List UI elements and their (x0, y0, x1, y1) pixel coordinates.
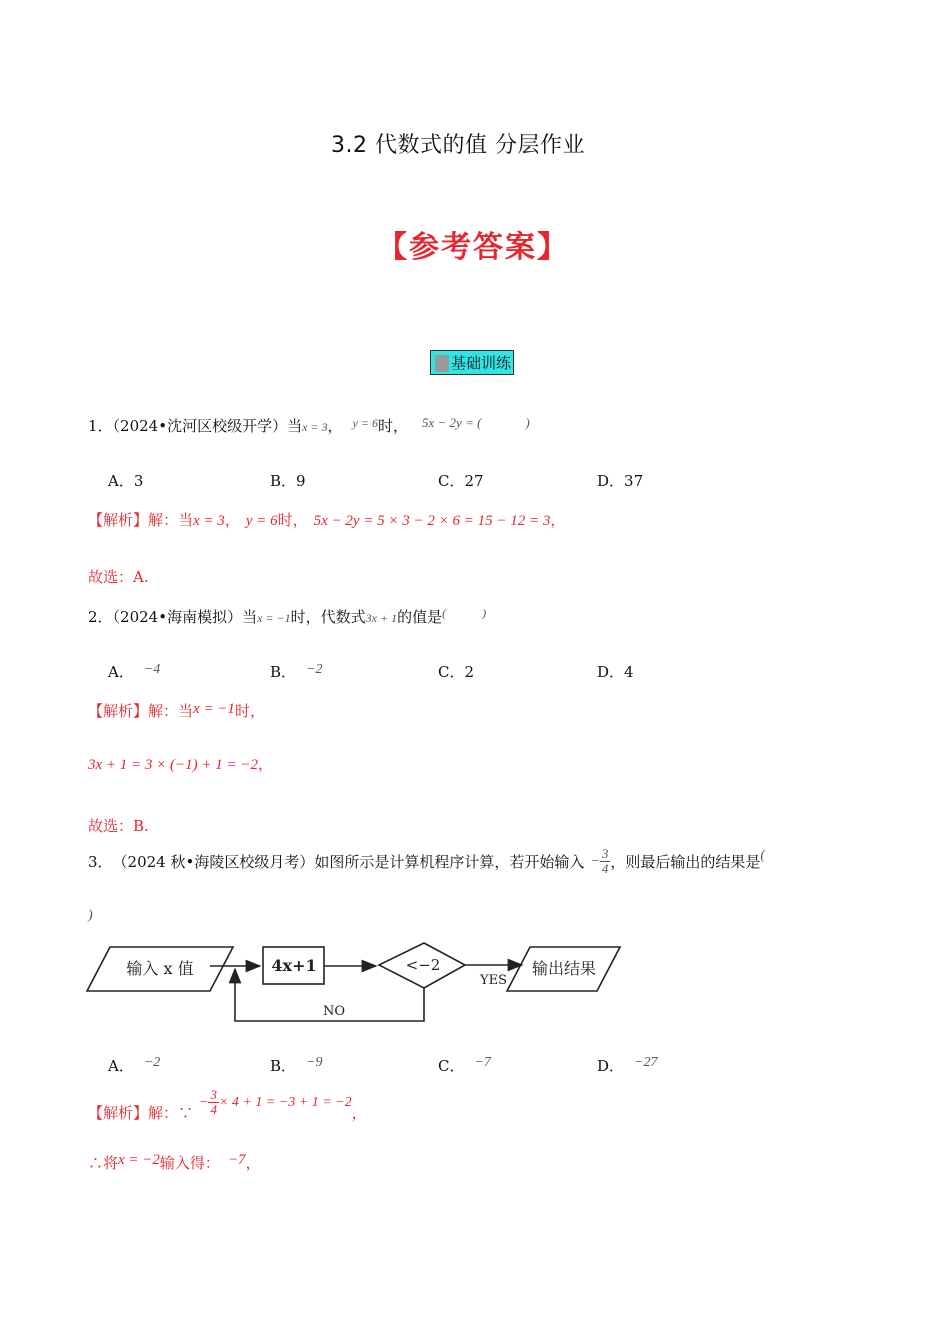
q3-paren-close: ) (88, 908, 93, 923)
flow-process-label: 4x+1 (271, 956, 317, 975)
flow-decision-label: <−2 (405, 956, 441, 974)
q2-paren-close: ) (482, 606, 487, 620)
q3-text-b: ，则最后输出的结果是 (610, 853, 761, 871)
q2-option-d[interactable] (597, 661, 634, 682)
q3-option-b[interactable] (270, 1055, 322, 1076)
q1-sol-calc: 5x − 2y = 5 × 3 − 2 × 6 = 15 − 12 = 3 (313, 513, 551, 529)
q1-option-d[interactable] (597, 470, 643, 491)
q2-text-a: 当 (242, 608, 258, 626)
q1-choice: 故选：A. (88, 568, 149, 586)
q2-option-c-label: C． (438, 663, 465, 681)
q3-option-d-label: D． (597, 1057, 625, 1075)
q1-number: 1． (88, 417, 113, 435)
q2-cond: x = −1 (257, 611, 291, 625)
q1-sol-end: ， (550, 511, 566, 529)
q1-source: （2024•沈河区校级开学） (112, 417, 288, 435)
q2-sol-tag: 【解析】 (88, 702, 149, 720)
q1-option-a[interactable] (108, 470, 143, 491)
q3-option-d-value: −27 (634, 1055, 658, 1070)
q2-sol-mid: 时， (234, 702, 265, 720)
page-title: 3.2 代数式的值 分层作业 (331, 133, 585, 158)
q1-sol-sep: ， (224, 511, 240, 529)
q2-solution-calc (88, 753, 273, 774)
q2-source: （2024•海南模拟） (112, 608, 243, 626)
q2-sol-calc: 3x + 1 = 3 × (−1) + 1 = −2 (88, 757, 259, 773)
flow-input-label: 输入 x 值 (126, 959, 194, 978)
q1-option-b-label: B． (270, 472, 297, 490)
flow-yes-label: YES (480, 973, 507, 988)
q2-option-a-label: A． (108, 663, 134, 681)
q3-flowchart (86, 940, 626, 1026)
q2-number: 2． (88, 608, 113, 626)
q2-choice: 故选：B. (88, 817, 149, 835)
q1-option-a-value: 3 (133, 472, 144, 490)
q1-cond2: y = 6 (352, 416, 378, 430)
question-1 (88, 415, 530, 436)
q3-sol-end: ， (351, 1104, 367, 1122)
q3-step2-mid: 输入得： (159, 1154, 220, 1172)
q1-sol-mid: 时， (277, 511, 308, 529)
q3-step2-end: ， (245, 1154, 261, 1172)
q1-sol-cond2: y = 6 (245, 513, 278, 529)
q1-option-c-label: C． (438, 472, 465, 490)
section-label-text: 基础训练 (451, 354, 512, 372)
q2-option-b[interactable] (270, 661, 322, 682)
q2-option-b-value: −2 (306, 662, 323, 677)
q1-sol-tag: 【解析】 (88, 511, 149, 529)
q3-step2-val: −7 (227, 1152, 246, 1168)
q3-source: （2024 秋•海陵区校级月考） (112, 853, 315, 871)
q1-expr: 5x − 2y = ( (422, 415, 482, 430)
q3-fraction (600, 847, 611, 876)
q1-text-a: 当 (287, 417, 303, 435)
q1-cond1: x = 3 (302, 420, 328, 434)
flow-output-label: 输出结果 (531, 959, 597, 978)
q2-solution (88, 700, 265, 721)
q3-sol-calc: × 4 + 1 = −3 + 1 = −2 (218, 1094, 352, 1110)
q2-text-b: 时，代数式 (290, 608, 366, 626)
section-label (430, 350, 514, 375)
q2-option-c-value: 2 (464, 663, 475, 681)
q2-option-c[interactable] (438, 661, 474, 682)
question-2 (88, 606, 486, 627)
q3-step2-prefix: ∴将 (88, 1154, 119, 1172)
q2-option-b-label: B． (270, 663, 297, 681)
q2-sol-end: ， (258, 755, 274, 773)
flow-no-label: NO (322, 1004, 346, 1019)
q3-frac-den: 4 (601, 861, 609, 876)
q3-frac-sign: − (590, 853, 600, 869)
q3-text-a: 如图所示是计算机程序计算，若开始输入 (314, 853, 585, 871)
q1-sep: ， (327, 417, 343, 435)
q2-option-d-label: D． (597, 663, 625, 681)
q3-option-d[interactable] (597, 1055, 657, 1076)
question-3 (88, 847, 765, 876)
q1-sol-cond1: x = 3 (193, 513, 225, 529)
q2-expr: 3x + 1 (365, 611, 398, 625)
q1-paren-close: ) (525, 415, 530, 430)
q2-option-a-value: −4 (143, 662, 161, 677)
q3-option-a-label: A． (108, 1057, 134, 1075)
q3-sol-frac-sign: − (199, 1094, 209, 1110)
q3-step2-cond: x = −2 (118, 1152, 160, 1168)
section-marker (435, 355, 449, 372)
q3-sol-prefix: 解：∵ (148, 1104, 194, 1122)
q1-option-b[interactable] (270, 470, 306, 491)
q3-sol-tag: 【解析】 (88, 1104, 149, 1122)
q3-option-c[interactable] (438, 1055, 491, 1076)
q2-option-d-value: 4 (624, 663, 634, 681)
q1-solution (88, 509, 565, 530)
q3-frac-num: 3 (601, 846, 609, 861)
q3-option-a-value: −2 (143, 1055, 161, 1070)
q3-number: 3． (88, 853, 113, 871)
q1-option-c-value: 27 (464, 472, 484, 490)
q3-step2 (88, 1152, 261, 1173)
q3-sol-fraction (208, 1088, 219, 1117)
q1-sol-prefix: 解：当 (148, 511, 194, 529)
q3-option-c-value: −7 (474, 1055, 491, 1070)
q3-sol-frac-den: 4 (210, 1102, 217, 1117)
q2-sol-cond: x = −1 (193, 701, 235, 717)
q3-option-a[interactable] (108, 1055, 160, 1076)
q3-sol-frac-num: 3 (210, 1087, 217, 1102)
q1-option-a-label: A． (108, 472, 134, 490)
q3-paren-open: ( (760, 847, 765, 863)
q1-option-d-label: D． (597, 472, 625, 490)
q2-paren-open: ( (442, 606, 447, 620)
q2-option-a[interactable] (108, 661, 160, 682)
q1-option-c[interactable] (438, 470, 484, 491)
answer-heading: 【参考答案】 (377, 230, 569, 265)
q3-option-c-label: C． (438, 1057, 465, 1075)
q1-option-d-value: 37 (624, 472, 644, 490)
q1-option-b-value: 9 (296, 472, 306, 490)
q3-option-b-value: −9 (306, 1055, 323, 1070)
q1-text-b: 时， (377, 417, 408, 435)
q2-text-c: 的值是 (397, 608, 443, 626)
q2-sol-prefix: 解：当 (148, 702, 194, 720)
q3-option-b-label: B． (270, 1057, 297, 1075)
q3-solution (88, 1087, 367, 1127)
